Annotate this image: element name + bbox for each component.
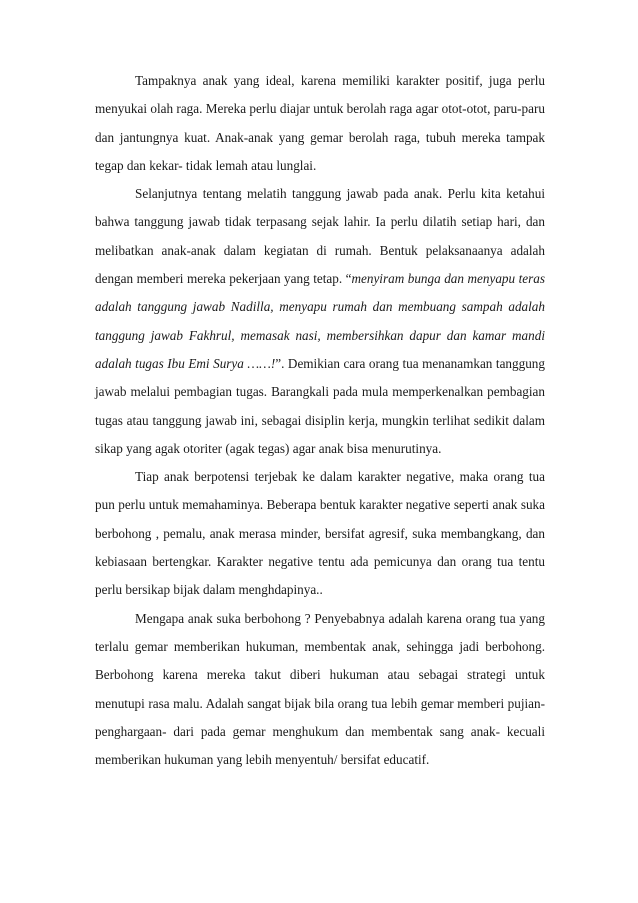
paragraph-3 [95,463,545,604]
paragraph-1-text: Tampaknya anak yang ideal, karena memiliki karakter positif, juga perlu menyukai olah raga. Mereka perlu diajar untuk berolah raga agar otot-otot, paru-paru dan jantungnya kuat. Anak-anak yang gemar berolah raga, tubuh mereka tampak tegap dan kekar- tidak lemah atau lunglai. [95,73,545,173]
paragraph-3-text: Tiap anak berpotensi terjebak ke dalam karakter negative, maka orang tua pun perlu untuk memahaminya. Beberapa bentuk karakter negative seperti anak suka berbohong , pemalu, anak merasa minder, bersifat agresif, suka membangkang, dan kebiasaan bertengkar. Karakter negative tentu ada pemicunya dan orang tua tentu perlu bersikap bijak dalam menghdapinya.. [95,469,545,598]
paragraph-2-text-b: ”. Demikian cara orang tua menanamkan tanggung jawab melalui pembagian tugas. Barangkali pada mula memperkenalkan pembagian tugas atau tanggung jawab ini, sebagai disiplin kerja, mungkin terlihat sedikit dalam sikap yang agak otoriter (agak tegas) agar anak bisa menurutinya. [95,355,545,456]
paragraph-4-text: Mengapa anak suka berbohong ? Penyebabnya adalah karena orang tua yang terlalu gemar memberikan hukuman, membentak anak, sehingga jadi berbohong. Berbohong karena mereka takut diberi hukuman atau sebagai strategi untuk menutupi rasa malu. Adalah sangat bijak bila orang tua lebih gemar memberi pujian-penghargaan- dari pada gemar menghukum dan membentak sang anak- kecuali memberikan hukuman yang lebih menyentuh/ bersifat educatif. [95,610,545,768]
paragraph-2-quote: menyiram bunga dan menyapu teras adalah tanggung jawab Nadilla, menyapu rumah dan membuang sampah adalah tanggung jawab Fakhrul, memasak nasi, membersihkan dapur dan kamar mandi adalah tugas Ibu Emi Surya ……! [95,271,545,371]
paragraph-2 [95,180,545,463]
paragraph-4 [95,605,545,775]
paragraph-2-text-a: Selanjutnya tentang melatih tanggung jawab pada anak. Perlu kita ketahui bahwa tanggung jawab tidak terpasang sejak lahir. Ia perlu dilatih setiap hari, dan melibatkan anak-anak dalam kegiatan di rumah. Bentuk pelaksanaanya adalah dengan memberi mereka pekerjaan yang tetap. “ [95,186,545,287]
body-text [95,67,545,774]
paragraph-1 [95,67,545,180]
